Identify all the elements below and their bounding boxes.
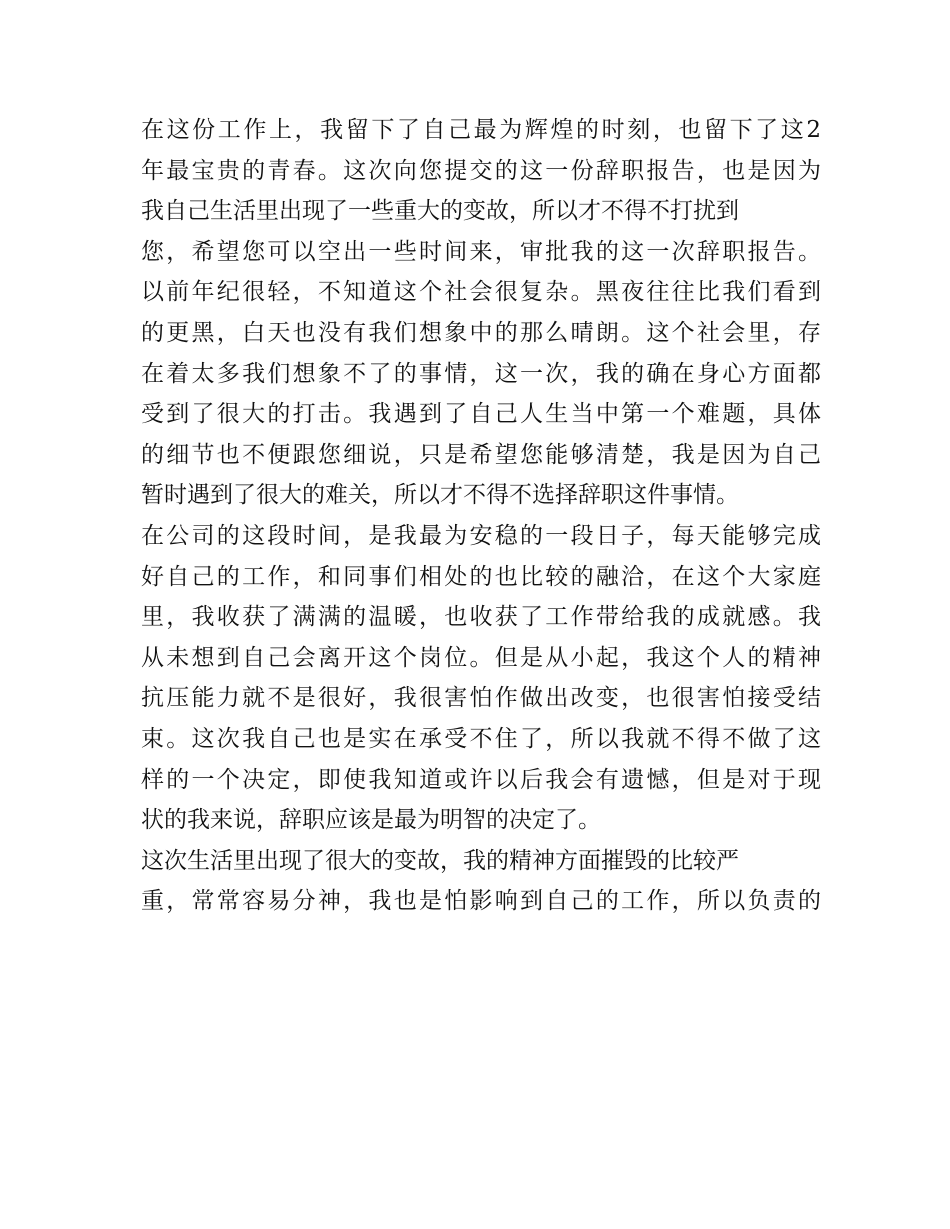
text-line-20: 重，常常容易分神，我也是怕影响到自己的工作，所以负责的: [141, 888, 821, 915]
text-line-5: 以前年纪很轻，不知道这个社会很复杂。黑夜往往比我们看到: [141, 279, 821, 306]
text-line-9: 的细节也不便跟您细说，只是希望您能够清楚，我是因为自己: [141, 441, 821, 468]
text-line-2: 年最宝贵的青春。这次向您提交的这一份辞职报告，也是因为: [141, 157, 821, 184]
text-line-15: 抗压能力就不是很好，我很害怕作做出改变，也很害怕接受结: [141, 685, 821, 712]
text-line-10: 暂时遇到了很大的难关，所以才不得不选择辞职这件事情。: [141, 482, 739, 509]
text-line-19: 这次生活里出现了很大的变故，我的精神方面摧毁的比较严: [141, 847, 739, 874]
text-line-7: 在着太多我们想象不了的事情，这一次，我的确在身心方面都: [141, 360, 821, 387]
text-line-8: 受到了很大的打击。我遇到了自己人生当中第一个难题，具体: [141, 401, 821, 428]
text-line-6: 的更黑，白天也没有我们想象中的那么晴朗。这个社会里，存: [141, 319, 821, 346]
text-line-11: 在公司的这段时间，是我最为安稳的一段日子，每天能够完成: [141, 522, 821, 549]
text-line-16: 束。这次我自己也是实在承受不住了，所以我就不得不做了这: [141, 725, 821, 752]
body-text: [141, 110, 821, 922]
text-line-4: 您，希望您可以空出一些时间来，审批我的这一次辞职报告。: [141, 238, 821, 265]
text-line-17: 样的一个决定，即使我知道或许以后我会有遗憾，但是对于现: [141, 766, 821, 793]
text-line-3: 我自己生活里出现了一些重大的变故，所以才不得不打扰到: [141, 198, 739, 225]
text-line-13: 里，我收获了满满的温暖，也收获了工作带给我的成就感。我: [141, 604, 821, 631]
text-line-12: 好自己的工作，和同事们相处的也比较的融洽，在这个大家庭: [141, 563, 821, 590]
text-line-14: 从未想到自己会离开这个岗位。但是从小起，我这个人的精神: [141, 644, 821, 671]
text-line-18: 状的我来说，辞职应该是最为明智的决定了。: [141, 807, 601, 834]
text-line-1: 在这份工作上，我留下了自己最为辉煌的时刻，也留下了这2: [141, 117, 821, 143]
